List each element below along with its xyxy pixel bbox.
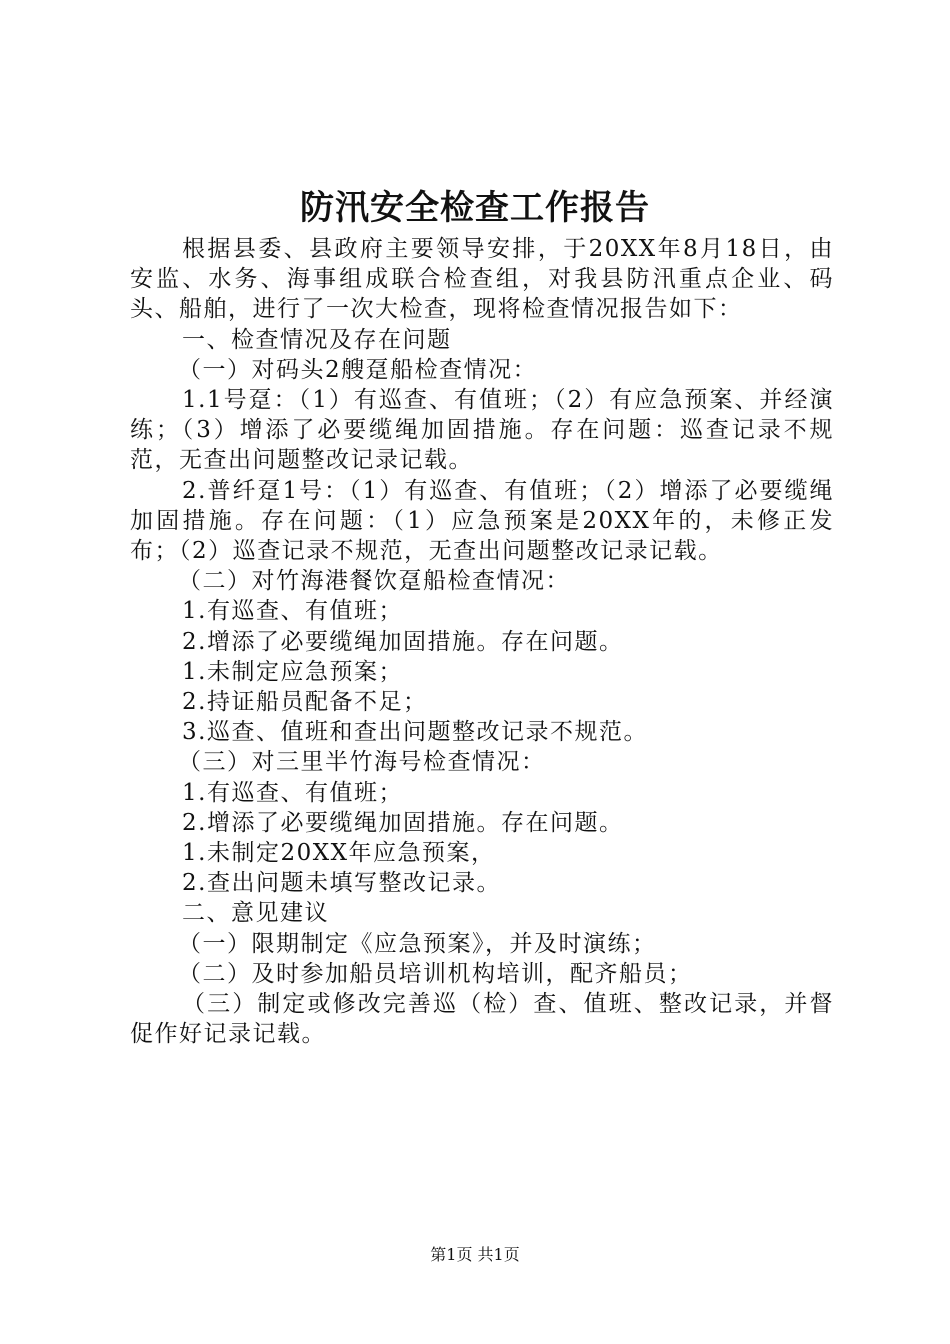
list-item: 1.未制定应急预案； [182, 658, 403, 685]
paragraph-item: 2.普纤趸1号：（1）有巡查、有值班；（2）增添了必要缆绳加固措施。存在问题：（1）应急预案是20XX年的，未修正发布；（2）巡查记录不规范，无查出问题整改记录记载。 [130, 477, 834, 565]
section-heading-2: 二、意见建议 [182, 900, 329, 927]
suggestion-item: （三）制定或修改完善巡（检）查、值班、整改记录，并督促作好记录记载。 [130, 991, 834, 1048]
list-item: 1.有巡查、有值班； [182, 779, 403, 806]
subsection-heading-1-1: （一）对码头2艘趸船检查情况： [178, 356, 538, 383]
list-item: 2.持证船员配备不足； [182, 689, 428, 716]
list-item: 1.有巡查、有值班； [182, 598, 403, 625]
list-item: 2.增添了必要缆绳加固措施。存在问题。 [182, 628, 624, 655]
subsection-heading-1-3: （三）对三里半竹海号检查情况： [178, 749, 546, 776]
list-item: 1.未制定20XX年应急预案， [182, 840, 496, 867]
document-body [130, 234, 834, 1049]
list-item: 2.查出问题未填写整改记录。 [182, 870, 501, 897]
paragraph-item: 1.1号趸：（1）有巡查、有值班；（2）有应急预案、并经演练；（3）增添了必要缆绳加固措施。存在问题：巡查记录不规范，无查出问题整改记录记载。 [130, 387, 834, 474]
section-heading-1: 一、检查情况及存在问题 [182, 326, 452, 353]
list-item: 3.巡查、值班和查出问题整改记录不规范。 [182, 719, 648, 746]
document-title: 防汛安全检查工作报告 [300, 188, 650, 228]
suggestion-item: （一）限期制定《应急预案》，并及时演练； [178, 930, 657, 957]
suggestion-item: （二）及时参加船员培训机构培训，配齐船员； [178, 960, 693, 987]
subsection-heading-1-2: （二）对竹海港餐饮趸船检查情况： [178, 568, 570, 595]
list-item: 2.增添了必要缆绳加固措施。存在问题。 [182, 809, 624, 836]
page-footer: 第1页 共1页 [430, 1245, 520, 1264]
paragraph-intro: 根据县委、县政府主要领导安排，于20XX年8月18日，由安监、水务、海事组成联合检查组，对我县防汛重点企业、码头、船舶，进行了一次大检查，现将检查情况报告如下： [130, 236, 834, 323]
